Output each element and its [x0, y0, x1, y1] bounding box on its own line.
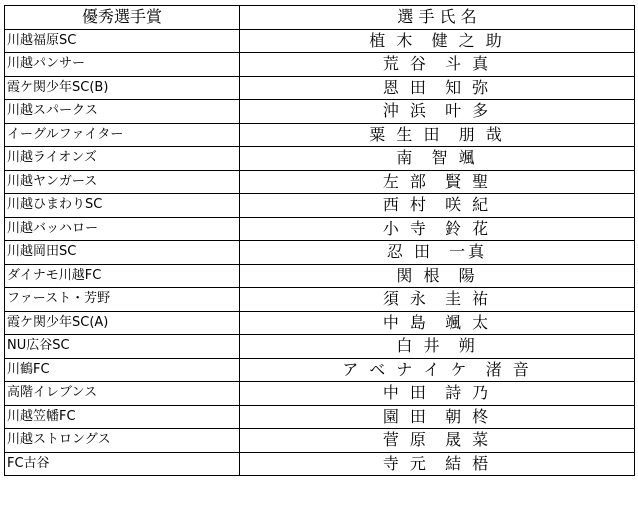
table-row — [5, 311, 635, 335]
table-row — [5, 382, 635, 406]
player-name-cell: 中 田 詩 乃 — [240, 382, 635, 406]
player-name-cell: 白 井 朔 — [240, 335, 635, 359]
player-name-cell: 粟 生 田 朋 哉 — [240, 123, 635, 147]
team-name-cell: 川越バッハロー — [5, 217, 240, 241]
table-row — [5, 288, 635, 312]
table-row — [5, 358, 635, 382]
player-name-cell: 須 永 圭 祐 — [240, 288, 635, 312]
award-table — [4, 5, 635, 476]
table-row — [5, 452, 635, 476]
table-row — [5, 100, 635, 124]
table-row — [5, 429, 635, 453]
player-name-cell: 中 島 颯 太 — [240, 311, 635, 335]
player-name-header: 選 手 氏 名 — [240, 6, 635, 30]
team-name-cell: 川越ストロングス — [5, 429, 240, 453]
team-name-cell: 川越ライオンズ — [5, 147, 240, 171]
team-name-cell: 川越ひまわりSC — [5, 194, 240, 218]
award-header: 優秀選手賞 — [5, 6, 240, 30]
team-name-cell: FC古谷 — [5, 452, 240, 476]
table-row — [5, 53, 635, 77]
player-name-cell: 左 部 賢 聖 — [240, 170, 635, 194]
table-row — [5, 170, 635, 194]
table-row — [5, 76, 635, 100]
team-name-cell: ファースト・芳野 — [5, 288, 240, 312]
player-name-cell: 沖 浜 叶 多 — [240, 100, 635, 124]
player-name-cell: ア ベ ナ イ ケ 渚 音 — [240, 358, 635, 382]
table-row — [5, 123, 635, 147]
player-name-cell: 寺 元 結 梧 — [240, 452, 635, 476]
table-row — [5, 405, 635, 429]
player-name-cell: 荒 谷 斗 真 — [240, 53, 635, 77]
team-name-cell: 霞ケ関少年SC(B) — [5, 76, 240, 100]
player-name-cell: 菅 原 晟 菜 — [240, 429, 635, 453]
player-name-cell: 関 根 陽 — [240, 264, 635, 288]
table-row — [5, 194, 635, 218]
team-name-cell: 川越パンサー — [5, 53, 240, 77]
player-name-cell: 忍 田 一真 — [240, 241, 635, 265]
team-name-cell: 川越福原SC — [5, 29, 240, 53]
table-row — [5, 217, 635, 241]
team-name-cell: 霞ケ関少年SC(A) — [5, 311, 240, 335]
team-name-cell: NU広谷SC — [5, 335, 240, 359]
team-name-cell: 川鶴FC — [5, 358, 240, 382]
team-name-cell: ダイナモ川越FC — [5, 264, 240, 288]
table-row — [5, 29, 635, 53]
team-name-cell: 川越岡田SC — [5, 241, 240, 265]
table-row — [5, 335, 635, 359]
table-row — [5, 264, 635, 288]
player-name-cell: 恩 田 知 弥 — [240, 76, 635, 100]
player-name-cell: 園 田 朝 柊 — [240, 405, 635, 429]
table-row — [5, 147, 635, 171]
team-name-cell: 川越スパークス — [5, 100, 240, 124]
table-row — [5, 241, 635, 265]
player-name-cell: 南 智 颯 — [240, 147, 635, 171]
player-name-cell: 植 木 健 之 助 — [240, 29, 635, 53]
team-name-cell: 川越笠幡FC — [5, 405, 240, 429]
team-name-cell: 高階イレブンス — [5, 382, 240, 406]
team-name-cell: 川越ヤンガース — [5, 170, 240, 194]
player-name-cell: 西 村 咲 紀 — [240, 194, 635, 218]
header-row — [5, 6, 635, 30]
team-name-cell: イーグルファイター — [5, 123, 240, 147]
player-name-cell: 小 寺 鈴 花 — [240, 217, 635, 241]
